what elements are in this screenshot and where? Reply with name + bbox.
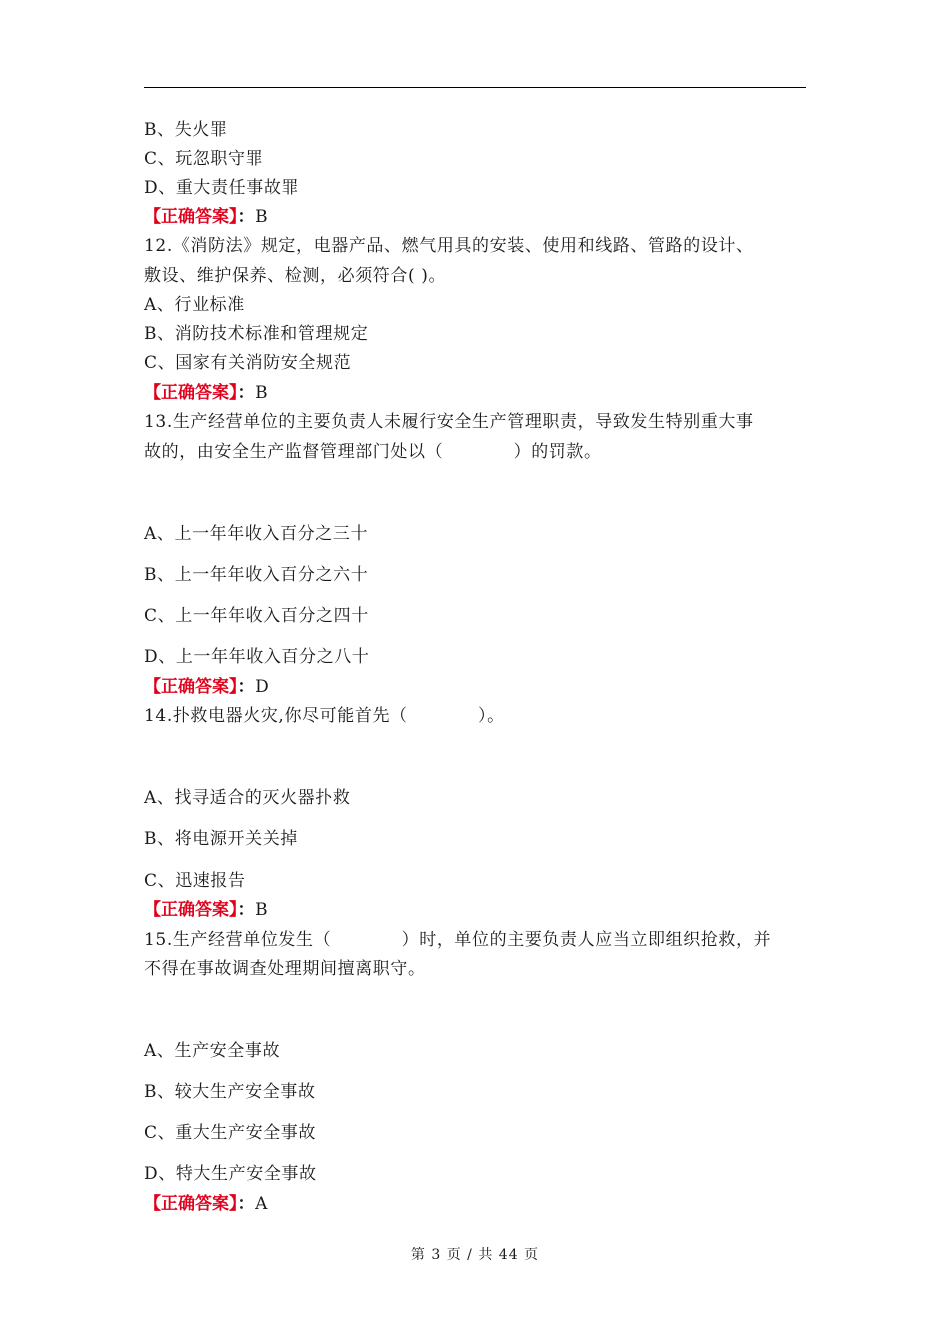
q13-option-c: C、上一年年收入百分之四十	[144, 606, 369, 626]
answer-label: 【正确答案】	[144, 1194, 238, 1214]
q15-option-a: A、生产安全事故	[144, 1041, 281, 1061]
q14-option-c: C、迅速报告	[144, 871, 246, 891]
q12-option-c: C、国家有关消防安全规范	[144, 353, 352, 373]
q13-stem-line-1: 13.生产经营单位的主要负责人未履行安全生产管理职责，导致发生特别重大事	[144, 412, 754, 432]
page-number-footer: 第 3 页 / 共 44 页	[410, 1247, 540, 1263]
q13-option-d: D、上一年年收入百分之八十	[144, 647, 370, 667]
q13-option-a: A、上一年年收入百分之三十	[144, 524, 369, 544]
q11-option-d: D、重大责任事故罪	[144, 178, 300, 198]
q15-answer	[144, 1193, 268, 1215]
q12-stem-line-1: 12.《消防法》规定，电器产品、燃气用具的安装、使用和线路、管路的设计、	[144, 236, 754, 256]
answer-value: A	[255, 1194, 268, 1214]
q15-stem-line-1: 15.生产经营单位发生（ ）时，单位的主要负责人应当立即组织抢救，并	[144, 930, 772, 950]
q12-answer	[144, 382, 268, 404]
header-rule	[144, 87, 806, 88]
q11-option-b: B、失火罪	[144, 120, 228, 140]
answer-value: B	[255, 383, 269, 403]
answer-value: B	[255, 207, 269, 227]
answer-separator: ：	[237, 900, 256, 920]
q12-stem-line-2: 敷设、维护保养、检测，必须符合( )。	[144, 266, 447, 286]
q12-option-a: A、行业标准	[144, 295, 245, 315]
q13-answer	[144, 676, 269, 698]
answer-label: 【正确答案】	[144, 383, 238, 403]
q11-answer	[144, 206, 268, 228]
q15-option-d: D、特大生产安全事故	[144, 1164, 317, 1184]
answer-value: B	[255, 900, 269, 920]
q13-stem-line-2: 故的，由安全生产监督管理部门处以（ ）的罚款。	[144, 442, 602, 462]
q15-option-b: B、较大生产安全事故	[144, 1082, 316, 1102]
answer-separator: ：	[237, 383, 256, 403]
q15-stem-line-2: 不得在事故调查处理期间擅离职守。	[144, 959, 426, 979]
q12-option-b: B、消防技术标准和管理规定	[144, 324, 369, 344]
q14-answer	[144, 899, 268, 921]
q13-option-b: B、上一年年收入百分之六十	[144, 565, 369, 585]
answer-label: 【正确答案】	[144, 677, 238, 697]
q14-option-a: A、找寻适合的灭火器扑救	[144, 788, 351, 808]
answer-value: D	[255, 677, 270, 697]
q14-option-b: B、将电源开关关掉	[144, 829, 298, 849]
q14-stem-line-1: 14.扑救电器火灾,你尽可能首先（ ）。	[144, 706, 505, 726]
answer-label: 【正确答案】	[144, 207, 238, 227]
q15-option-c: C、重大生产安全事故	[144, 1123, 317, 1143]
answer-separator: ：	[237, 207, 256, 227]
answer-separator: ：	[237, 1194, 256, 1214]
answer-separator: ：	[237, 677, 256, 697]
answer-label: 【正确答案】	[144, 900, 238, 920]
q11-option-c: C、玩忽职守罪	[144, 149, 264, 169]
